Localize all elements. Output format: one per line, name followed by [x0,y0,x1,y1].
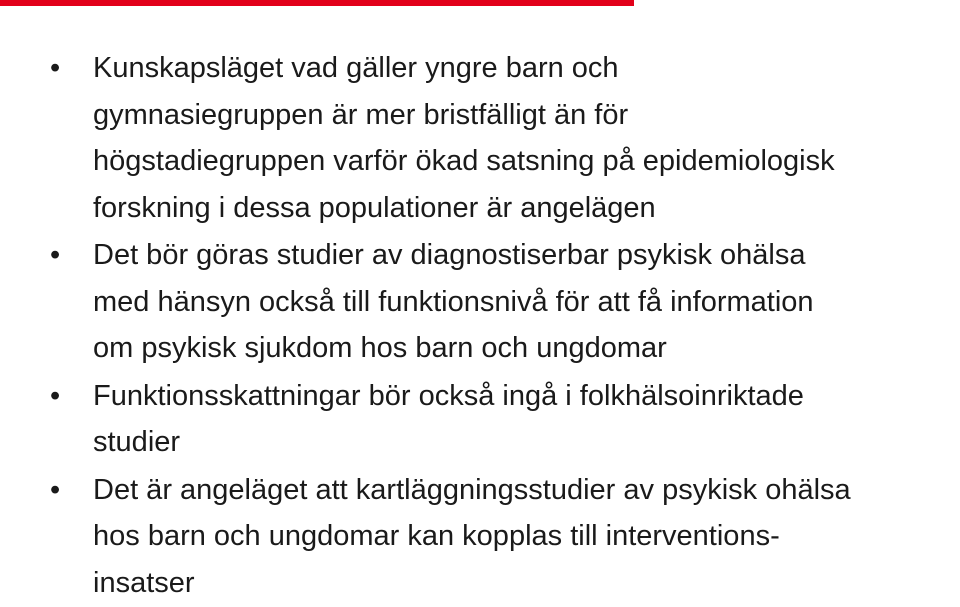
bullet-dot-icon: • [50,379,61,412]
bullet-list [50,45,955,607]
bullet-dot-icon: • [50,52,61,84]
bullet-1-line-3: högstadiegruppen varför ökad satsning på epidemiologisk [93,145,835,177]
bullet-4-line-2: hos barn och ungdomar kan kopplas till interventions- [93,520,780,552]
top-accent-bar [0,0,634,6]
bullet-2-line-2: med hänsyn också till funktionsnivå för att få information [93,285,814,318]
bullet-4-line-1: Det är angeläget att kartläggningsstudier av psykisk ohälsa [93,473,851,506]
bullet-3-line-2: studier [93,426,181,458]
bullet-1-line-4: forskning i dessa populationer är angelägen [93,191,656,224]
bullet-item-4 [50,467,955,607]
bullet-4-line-3: insatser [93,566,195,599]
bullet-dot-icon: • [50,239,61,271]
bullet-2-line-3: om psykisk sjukdom hos barn och ungdomar [93,332,667,364]
bullet-item-1 [50,45,955,231]
bullet-item-2 [50,232,955,372]
bullet-2-line-1: Det bör göras studier av diagnostiserbar psykisk ohälsa [93,239,806,271]
bullet-1-line-2: gymnasiegruppen är mer bristfälligt än för [93,98,629,131]
bullet-item-3 [50,373,955,466]
bullet-3-line-1: Funktionsskattningar bör också ingå i folkhälsoinriktade [93,379,804,412]
bullet-dot-icon: • [50,473,61,506]
bullet-1-line-1: Kunskapsläget vad gäller yngre barn och [93,52,619,84]
